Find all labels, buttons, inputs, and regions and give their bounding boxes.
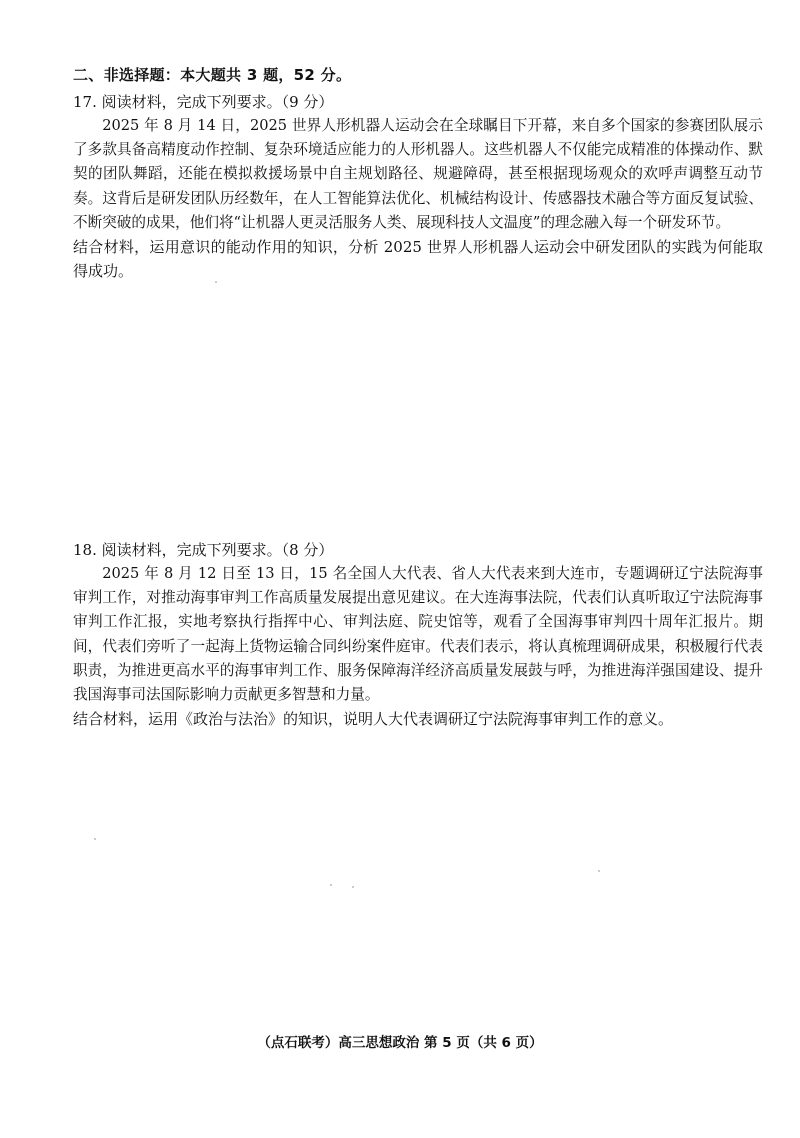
question-title: 17. 阅读材料，完成下列要求。（9 分） — [73, 93, 334, 111]
question-task: 结合材料，运用《政治与法治》的知识，说明人大代表调研辽宁法院海事审判工作的意义。 — [73, 710, 674, 729]
reading-material: 2025 年 8 月 14 日，2025 世界人形机器人运动会在全球瞩目下开幕，来自多个国家的参赛团队展示了多款具备高精度动作控制、复杂环境适应能力的人形机器人。这些机器人不仅能完成精准的体操动作、默契的团队舞蹈，还能在模拟救援场景中自主规划路径、规避障碍，甚至根据现场观众的欢呼声调整互动节奏。这背后是研发团队历经数年，在人工智能算法优化、机械结构设计、传感器技术融合等方面反复试验、不断突破的成果，他们将“让机器人更灵活服务人类、展现科技人文温度”的理念融入每一个研发环节。 — [73, 117, 763, 231]
scan-speck — [330, 884, 332, 886]
page-footer: （点石联考）高三思想政治 第 5 页（共 6 页） — [257, 1035, 543, 1051]
section-heading: 二、非选择题：本大题共 3 题，52 分。 — [73, 66, 352, 84]
question-title: 18. 阅读材料，完成下列要求。（8 分） — [73, 541, 334, 559]
reading-material: 2025 年 8 月 12 日至 13 日，15 名全国人大代表、省人大代表来到大连市，专题调研辽宁法院海事审判工作，对推动海事审判工作高质量发展提出意见建议。在大连海事法院，代表们认真听取辽宁法院海事审判工作汇报，实地考察执行指挥中心、审判法庭、院史馆等，观看了全国海事审判四十周年汇报片。期间，代表们旁听了一起海上货物运输合同纠纷案件庭审。代表们表示，将认真梳理调研成果，积极履行代表职责，为推进更高水平的海事审判工作、服务保障海洋经济高质量发展鼓与呼，为推进海洋强国建设、提升我国海事司法国际影响力贡献更多智慧和力量。 — [73, 565, 763, 704]
scan-speck — [598, 870, 600, 872]
scan-speck — [352, 886, 354, 888]
question-17 — [73, 90, 763, 283]
question-18 — [73, 538, 763, 731]
scan-speck — [215, 281, 217, 283]
scan-speck — [94, 838, 96, 840]
question-task: 结合材料，运用意识的能动作用的知识，分析 2025 世界人形机器人运动会中研发团队的实践为何能取得成功。 — [73, 238, 763, 281]
